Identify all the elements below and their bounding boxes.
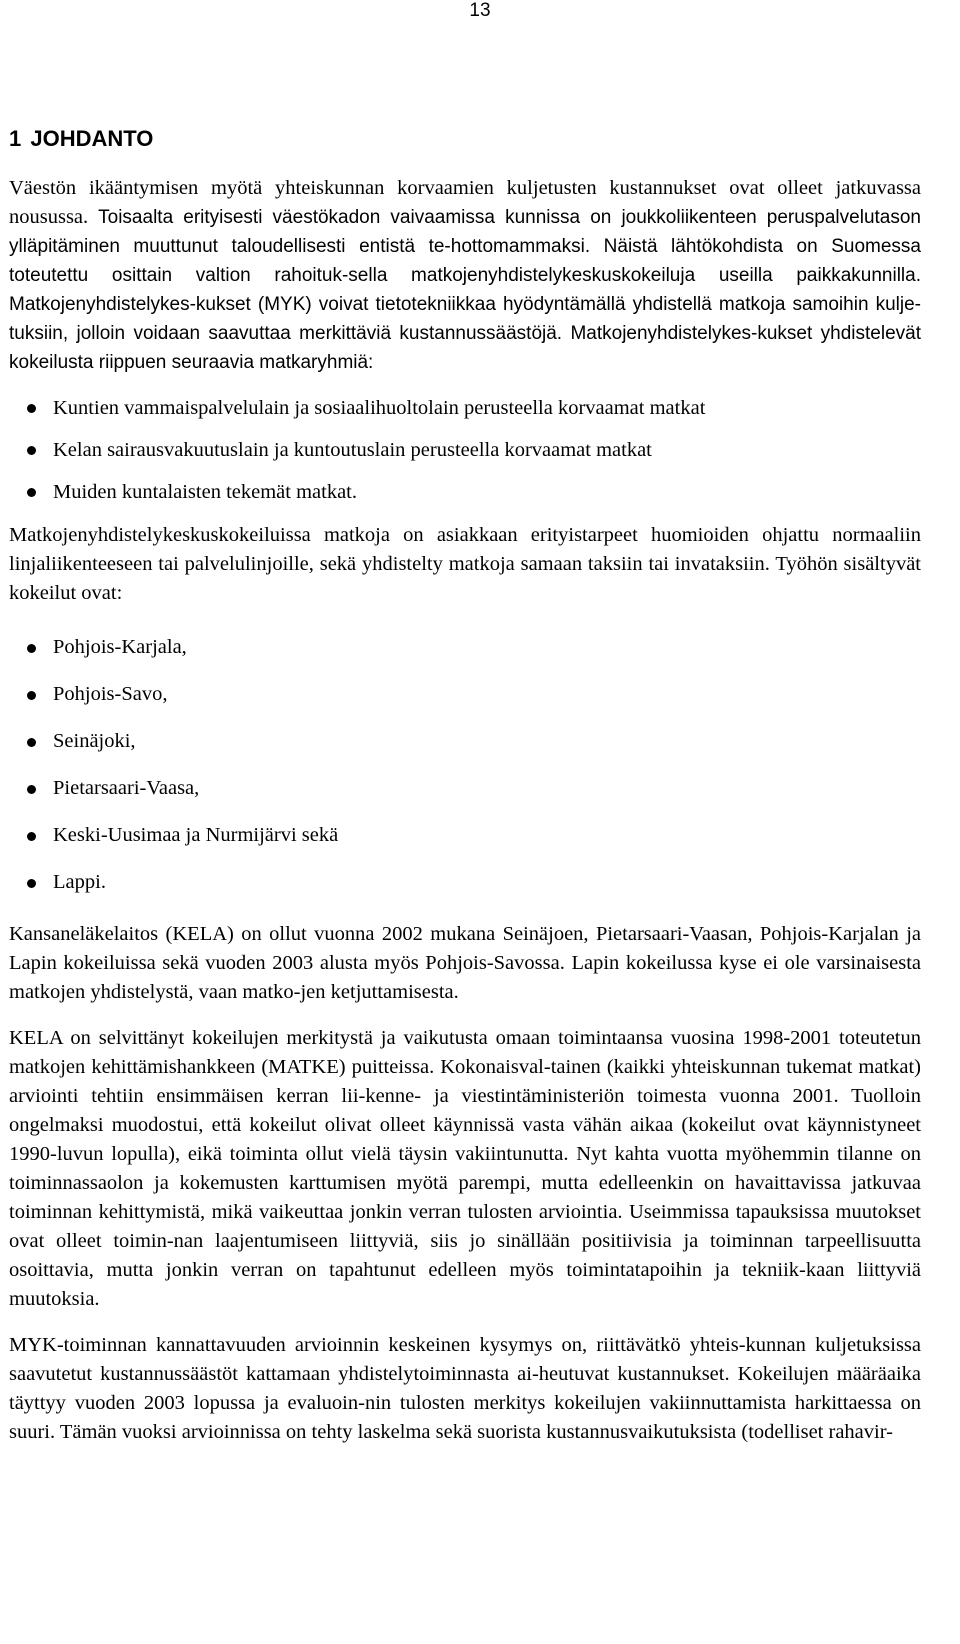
trials-list: [9, 624, 921, 906]
list-item: [9, 387, 921, 429]
list-item-text: Pohjois-Savo,: [53, 683, 168, 705]
list-item-text: Seinäjoki,: [53, 730, 136, 752]
bullet-icon: [27, 785, 36, 794]
bullet-icon: [27, 488, 36, 497]
trials-intro-paragraph: Matkojenyhdistelykeskuskokeiluissa matkoja on asiakkaan erityistarpeet huomioiden ohjattu normaaliin linjaliikenteeseen tai palvelulinjoille, sekä yhdistelty matkoja samaan taksiin tai invataksiin. Työhön sisältyvät kokeilut ovat:: [9, 524, 921, 604]
bullet-icon: [27, 404, 36, 413]
list-item-text: Pohjois-Karjala,: [53, 636, 187, 658]
list-item: [9, 429, 921, 471]
chapter-heading: 1 JOHDANTO: [9, 126, 154, 151]
intro-sans-text: Toisaalta erityisesti väestökadon vaivaamissa kunnissa on joukkoliikenteen peruspalvelutason ylläpitäminen muuttunut taloudellisesti entistä te-hottomammaksi. Näistä lähtökohdista on Suomessa toteutettu osittain valtion rahoituk-sella matkojenyhdistelykeskuskokeiluja useilla paikkakunnilla. Matkojenyhdistelykes-kukset (MYK) voivat tietotekniikkaa hyödyntämällä yhdistellä matkoja samoihin kulje-tuksiin, jolloin voidaan saavuttaa merkittäviä kustannussäästöjä. Matkojenyhdistelykes-kukset yhdistelevät kokeilusta riippuen seuraavia matkaryhmiä:: [9, 207, 921, 373]
intro-serif-text: Väestön ikääntymisen myötä yhteiskunnan korvaamien kuljetusten kustannukset ovat olleet jatkuvassa nousussa.: [9, 177, 921, 228]
intro-paragraph: [9, 174, 921, 377]
bullet-icon: [27, 644, 36, 653]
travel-groups-list: [9, 387, 921, 513]
list-item-text: Lappi.: [53, 871, 106, 893]
list-item-text: Keski-Uusimaa ja Nurmijärvi sekä: [53, 824, 339, 846]
list-item: [9, 671, 921, 718]
list-item: [9, 624, 921, 671]
page-number: 13: [469, 0, 491, 21]
bullet-icon: [27, 446, 36, 455]
bullet-icon: [27, 879, 36, 888]
list-item: [9, 718, 921, 765]
list-item: [9, 471, 921, 513]
bullet-icon: [27, 691, 36, 700]
kela-evaluation-paragraph: KELA on selvittänyt kokeilujen merkitystä ja vaikutusta omaan toimintaansa vuosina 1998-2001 toteutetun matkojen kehittämishankkeen (MATKE) puitteissa. Kokonaisval-tainen (kaikki yhteiskunnan tukemat matkat) arviointi tehtiin ensimmäisen kerran lii-kenne- ja viestintäministeriön toimesta vuonna 2001. Tuolloin ongelmaksi muodostui, että kokeilut olivat olleet käynnissä vasta vähän aikaa (kokeilut ovat käynnistyneet 1990-luvun lopulla), eikä toiminta ollut vielä täysin vakiintunutta. Nyt kahta vuotta myöhemmin tilanne on toiminnassaolon ja kokemusten karttumisen myötä parempi, mutta edelleenkin on havaittavissa jatkuvaa toiminnan kehittymistä, mikä vaikeuttaa jonkin verran tulosten arviointia. Useimmissa tapauksissa muutokset ovat olleet toimin-nan laajentumiseen liittyviä, siis jo sinällään positiivisia ja toiminnan tarpeellisuutta osoittavia, mutta jonkin verran on tapahtunut edelleen myös toimintatapoihin ja tekniik-kaan liittyviä muutoksia.: [9, 1027, 921, 1310]
list-item: [9, 812, 921, 859]
list-item-text: Kuntien vammaispalvelulain ja sosiaalihuoltolain perusteella korvaamat matkat: [53, 397, 706, 419]
list-item: [9, 859, 921, 906]
document-body: [9, 124, 921, 1447]
profitability-paragraph: MYK-toiminnan kannattavuuden arvioinnin keskeinen kysymys on, riittävätkö yhteis-kunnan kuljetuksissa saavutetut kustannussäästöt kattamaan yhdistelytoiminnasta ai-heutuvat kustannukset. Kokeilujen määräaika täyttyy vuoden 2003 lopussa ja evaluoin-nin tulosten merkitys kokeilujen vakiinnuttamista harkittaessa on suuri. Tämän vuoksi arvioinnissa on tehty laskelma sekä suorista kustannusvaikutuksista (todelliset rahavir-: [9, 1334, 921, 1443]
list-item-text: Pietarsaari-Vaasa,: [53, 777, 200, 799]
list-item: [9, 765, 921, 812]
list-item-text: Kelan sairausvakuutuslain ja kuntoutuslain perusteella korvaamat matkat: [53, 439, 652, 461]
bullet-icon: [27, 832, 36, 841]
bullet-icon: [27, 738, 36, 747]
list-item-text: Muiden kuntalaisten tekemät matkat.: [53, 481, 357, 503]
kela-participation-paragraph: Kansaneläkelaitos (KELA) on ollut vuonna 2002 mukana Seinäjoen, Pietarsaari-Vaasan, Pohjois-Karjalan ja Lapin kokeiluissa sekä vuoden 2003 alusta myös Pohjois-Savossa. Lapin kokeilussa kyse ei ole varsinaisesta matkojen yhdistelystä, vaan matko-jen ketjuttamisesta.: [9, 923, 921, 1003]
